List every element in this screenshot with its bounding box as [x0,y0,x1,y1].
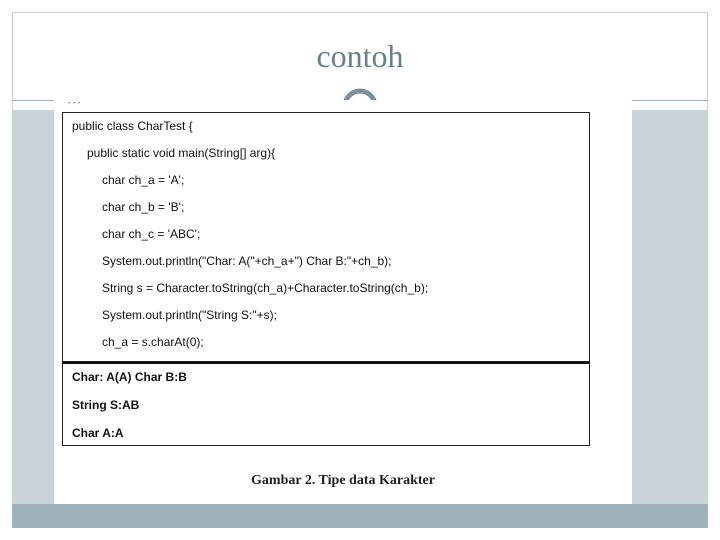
output-line: String S:AB [72,398,140,412]
figure-caption: Gambar 2. Tipe data Karakter [251,473,435,488]
bottom-band [12,504,708,528]
left-side-band [12,110,54,504]
code-line: public class CharTest { [72,119,193,133]
output-line: Char: A(A) Char B:B [72,370,187,384]
code-line: char ch_b = 'B'; [102,200,185,214]
output-line: Char A:A [72,426,124,440]
code-line: char ch_c = 'ABC'; [102,227,201,241]
code-line: char ch_a = 'A'; [102,173,185,187]
right-side-band [632,110,708,504]
code-line: ch_a = s.charAt(0); [102,335,204,349]
document-top-mark: - - - [68,98,81,107]
document-image [54,100,632,498]
slide-title: contoh [316,38,404,74]
program-output [62,362,590,446]
code-line: public static void main(String[] arg){ [87,146,276,160]
code-line: String s = Character.toString(ch_a)+Character.toString(ch_b); [102,281,429,295]
code-line: System.out.println("String S:"+s); [102,308,277,322]
code-listing [62,112,590,362]
code-line: System.out.println("Char: A("+ch_a+") Char B:"+ch_b); [102,254,392,268]
